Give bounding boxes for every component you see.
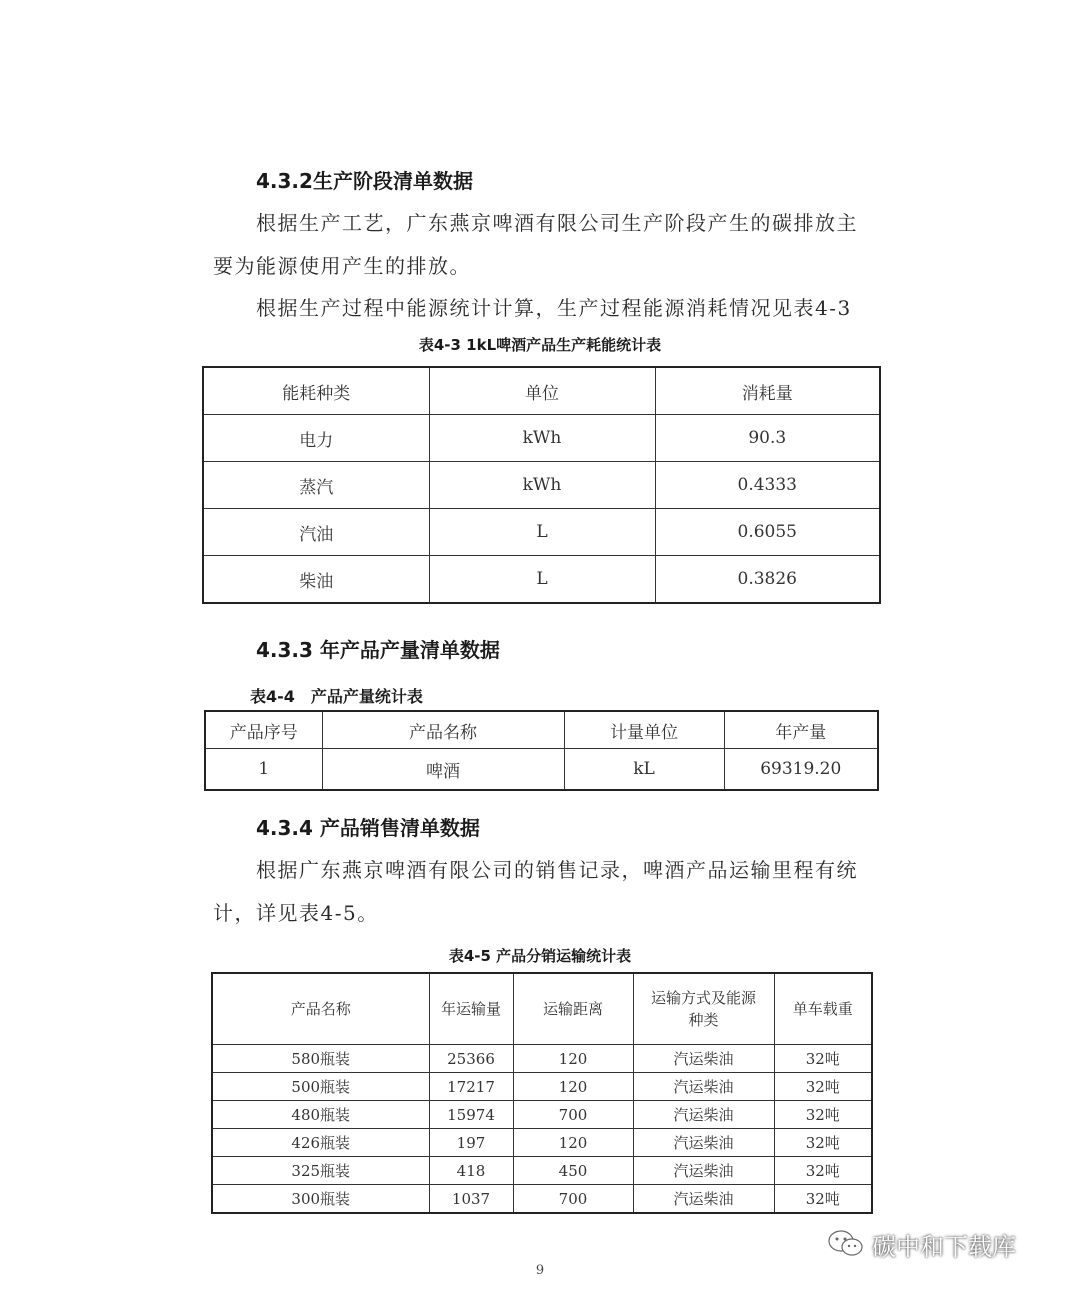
table-cell: 汽运柴油 bbox=[633, 1157, 774, 1185]
table-header-cell: 年运输量 bbox=[429, 973, 513, 1045]
table-row bbox=[212, 1185, 872, 1214]
table-cell: 25366 bbox=[429, 1045, 513, 1073]
table-row bbox=[212, 1101, 872, 1129]
table-cell: 汽运柴油 bbox=[633, 1045, 774, 1073]
section-heading-4-3-3: 4.3.3 年产品产量清单数据 bbox=[256, 638, 500, 662]
table-header-cell: 年产量 bbox=[724, 711, 878, 749]
table-row bbox=[205, 749, 878, 791]
energy-consumption-table bbox=[202, 366, 881, 604]
table-header-row bbox=[203, 367, 880, 415]
table-cell: 32吨 bbox=[774, 1157, 872, 1185]
table-cell: 汽运柴油 bbox=[633, 1101, 774, 1129]
table-cell: 32吨 bbox=[774, 1129, 872, 1157]
table-cell: 15974 bbox=[429, 1101, 513, 1129]
wechat-icon bbox=[826, 1228, 866, 1260]
table-header-cell: 能耗种类 bbox=[203, 367, 429, 415]
table-caption-4-4: 表4-4 产品产量统计表 bbox=[250, 687, 423, 706]
table-cell: 69319.20 bbox=[724, 749, 878, 791]
table-cell: 17217 bbox=[429, 1073, 513, 1101]
table-cell: 120 bbox=[513, 1129, 633, 1157]
table-caption-4-5: 表4-5 产品分销运输统计表 bbox=[448, 947, 632, 965]
table-cell: 300瓶装 bbox=[212, 1185, 429, 1214]
paragraph-line: 要为能源使用产生的排放。 bbox=[213, 254, 471, 278]
table-header-row bbox=[205, 711, 878, 749]
table-row bbox=[203, 462, 880, 509]
table-cell: 汽运柴油 bbox=[633, 1185, 774, 1214]
table-cell: 580瓶装 bbox=[212, 1045, 429, 1073]
table-header-cell: 产品名称 bbox=[322, 711, 564, 749]
table-header-cell: 产品名称 bbox=[212, 973, 429, 1045]
table-cell: 0.4333 bbox=[655, 462, 880, 509]
table-row bbox=[203, 556, 880, 604]
table-header-cell-transport-mode bbox=[633, 973, 774, 1045]
table-header-cell: 单位 bbox=[429, 367, 655, 415]
table-cell: 90.3 bbox=[655, 415, 880, 462]
paragraph-line: 根据生产工艺，广东燕京啤酒有限公司生产阶段产生的碳排放主 bbox=[256, 211, 858, 235]
table-cell: 500瓶装 bbox=[212, 1073, 429, 1101]
table-cell: 啤酒 bbox=[322, 749, 564, 791]
table-cell: kWh bbox=[429, 462, 655, 509]
table-header-cell: 运输距离 bbox=[513, 973, 633, 1045]
table-cell: 电力 bbox=[203, 415, 429, 462]
paragraph-line: 根据生产过程中能源统计计算，生产过程能源消耗情况见表4-3 bbox=[256, 296, 852, 320]
table-cell: 0.6055 bbox=[655, 509, 880, 556]
table-cell: 480瓶装 bbox=[212, 1101, 429, 1129]
table-cell: 325瓶装 bbox=[212, 1157, 429, 1185]
table-cell: 426瓶装 bbox=[212, 1129, 429, 1157]
table-cell: 418 bbox=[429, 1157, 513, 1185]
table-header-cell: 计量单位 bbox=[564, 711, 724, 749]
table-cell: kL bbox=[564, 749, 724, 791]
header-line: 运输方式及能源 bbox=[650, 989, 756, 1007]
table-cell: 0.3826 bbox=[655, 556, 880, 604]
table-row bbox=[212, 1129, 872, 1157]
table-caption-4-3: 表4-3 1kL啤酒产品生产耗能统计表 bbox=[418, 336, 662, 354]
table-header-cell: 单车载重 bbox=[774, 973, 872, 1045]
table-cell: 120 bbox=[513, 1045, 633, 1073]
paragraph-line: 根据广东燕京啤酒有限公司的销售记录，啤酒产品运输里程有统 bbox=[256, 858, 858, 882]
table-cell: 700 bbox=[513, 1101, 633, 1129]
table-header-cell: 消耗量 bbox=[655, 367, 880, 415]
table-cell: 32吨 bbox=[774, 1101, 872, 1129]
table-cell: 汽运柴油 bbox=[633, 1129, 774, 1157]
table-row bbox=[203, 415, 880, 462]
table-row bbox=[212, 1045, 872, 1073]
table-cell: 32吨 bbox=[774, 1045, 872, 1073]
table-cell: 汽运柴油 bbox=[633, 1073, 774, 1101]
table-cell: L bbox=[429, 556, 655, 604]
table-cell: 120 bbox=[513, 1073, 633, 1101]
table-cell: 柴油 bbox=[203, 556, 429, 604]
table-cell: 1 bbox=[205, 749, 322, 791]
table-cell: L bbox=[429, 509, 655, 556]
table-cell: 蒸汽 bbox=[203, 462, 429, 509]
table-cell: 32吨 bbox=[774, 1185, 872, 1214]
table-cell: 32吨 bbox=[774, 1073, 872, 1101]
table-row bbox=[203, 509, 880, 556]
table-header-row bbox=[212, 973, 872, 1045]
table-cell: 700 bbox=[513, 1185, 633, 1214]
watermark-text: 碳中和下载库 bbox=[872, 1232, 1016, 1261]
paragraph-line: 计，详见表4-5。 bbox=[213, 901, 379, 925]
table-cell: 450 bbox=[513, 1157, 633, 1185]
table-cell: 197 bbox=[429, 1129, 513, 1157]
distribution-transport-table bbox=[211, 972, 873, 1214]
section-heading-4-3-4: 4.3.4 产品销售清单数据 bbox=[256, 816, 480, 840]
page-number: 9 bbox=[535, 1263, 545, 1278]
table-row bbox=[212, 1157, 872, 1185]
annual-output-table bbox=[204, 710, 879, 791]
table-cell: 汽油 bbox=[203, 509, 429, 556]
table-header-cell: 产品序号 bbox=[205, 711, 322, 749]
table-cell: 1037 bbox=[429, 1185, 513, 1214]
table-cell: kWh bbox=[429, 415, 655, 462]
watermark bbox=[826, 1226, 1056, 1262]
header-line: 种类 bbox=[688, 1011, 719, 1029]
table-row bbox=[212, 1073, 872, 1101]
section-heading-4-3-2: 4.3.2生产阶段清单数据 bbox=[256, 169, 473, 193]
